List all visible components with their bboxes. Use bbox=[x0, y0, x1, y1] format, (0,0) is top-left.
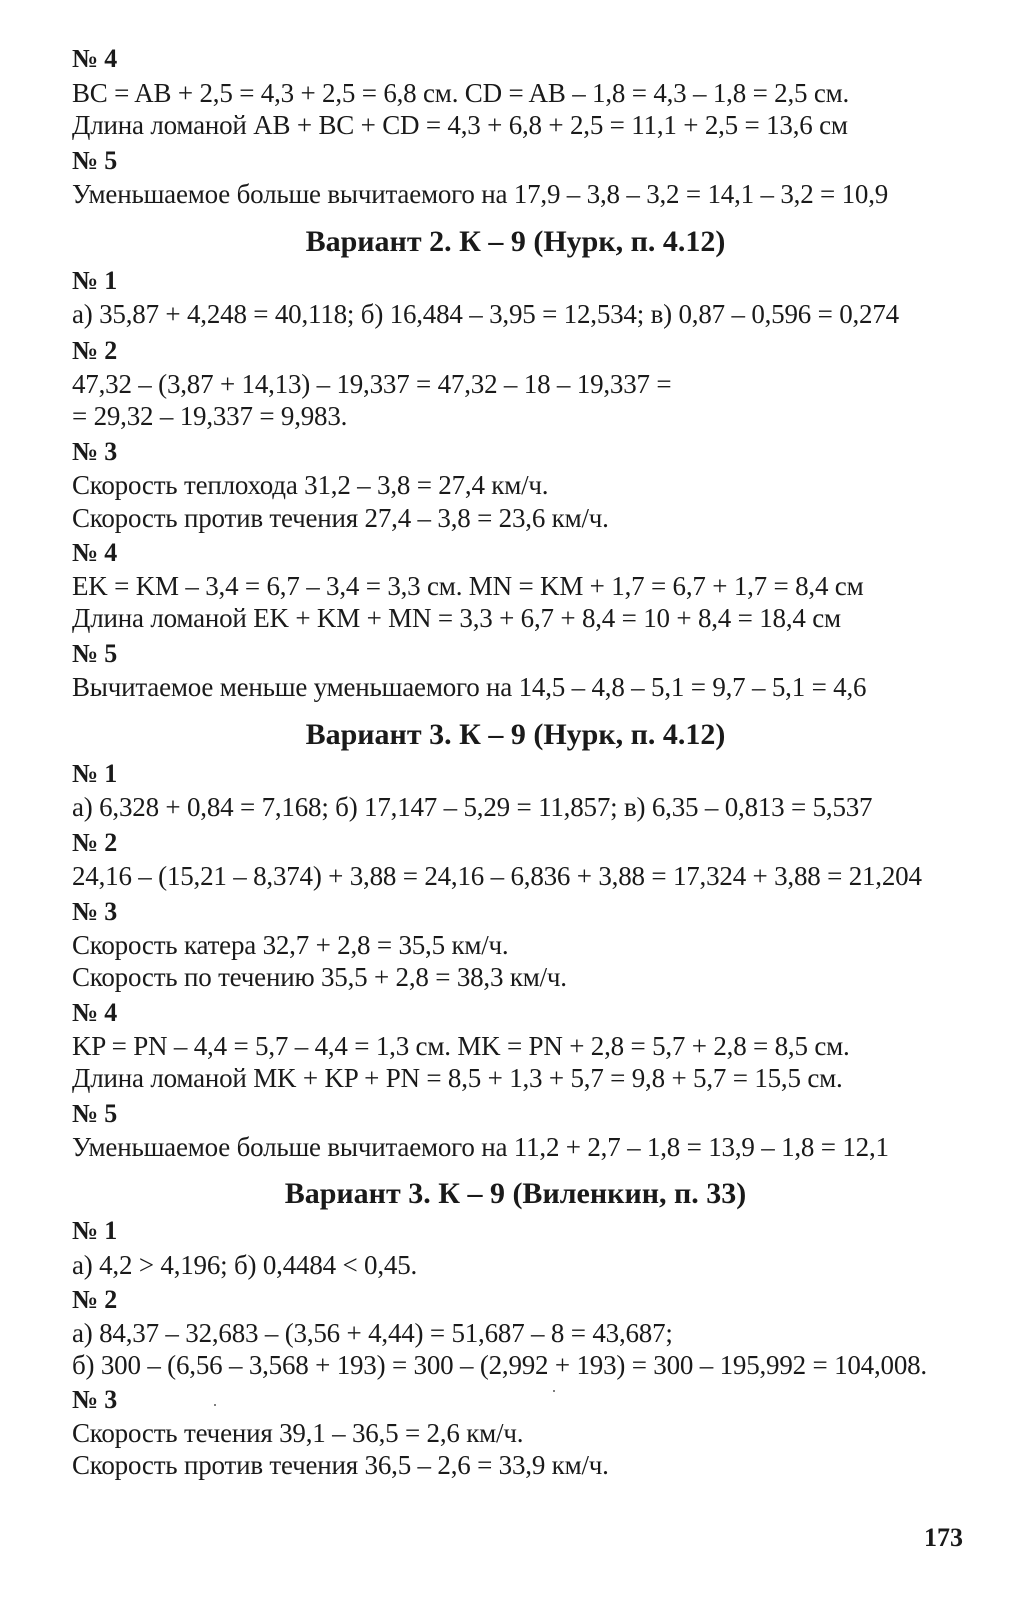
v3n-task-4-line-2: Длина ломаной MK + KP + PN = 8,5 + 1,3 + 5,7 = 9,8 + 5,7 = 15,5 см. bbox=[72, 1063, 843, 1093]
v3n-task-2-line-1: 24,16 – (15,21 – 8,374) + 3,88 = 24,16 – 6,836 + 3,88 = 17,324 + 3,88 = 21,204 bbox=[72, 861, 922, 891]
v3v-task-3-line-1: Скорость течения 39,1 – 36,5 = 2,6 км/ч. bbox=[72, 1418, 524, 1448]
task-number-4: № 4 bbox=[72, 44, 118, 73]
v2-task-2-line-1: 47,32 – (3,87 + 14,13) – 19,337 = 47,32 – 18 – 19,337 = bbox=[72, 369, 672, 399]
v3v-task-2-line-1: а) 84,37 – 32,683 – (3,56 + 4,44) = 51,687 – 8 = 43,687; bbox=[72, 1318, 673, 1348]
variant-3-vilenkin-heading: Вариант 3. К – 9 (Виленкин, п. 33) bbox=[284, 1177, 747, 1210]
v2-task-number-5: № 5 bbox=[72, 639, 118, 668]
v3n-task-1-line-1: а) 6,328 + 0,84 = 7,168; б) 17,147 – 5,29 = 11,857; в) 6,35 – 0,813 = 5,537 bbox=[72, 792, 873, 822]
v2-task-4-line-2: Длина ломаной EK + KM + MN = 3,3 + 6,7 + 8,4 = 10 + 8,4 = 18,4 см bbox=[72, 603, 841, 633]
v2-task-3-line-2: Скорость против течения 27,4 – 3,8 = 23,6 км/ч. bbox=[72, 503, 609, 533]
v2-task-number-1: № 1 bbox=[72, 266, 118, 295]
v3n-task-3-line-2: Скорость по течению 35,5 + 2,8 = 38,3 км/ч. bbox=[72, 962, 567, 992]
variant-2-heading: Вариант 2. К – 9 (Нурк, п. 4.12) bbox=[305, 225, 726, 258]
v3n-task-number-4: № 4 bbox=[72, 998, 118, 1027]
v3v-task-3-line-2: Скорость против течения 36,5 – 2,6 = 33,9 км/ч. bbox=[72, 1450, 609, 1480]
v3v-task-number-2: № 2 bbox=[72, 1285, 118, 1314]
v3n-task-5-line-1: Уменьшаемое больше вычитаемого на 11,2 + 2,7 – 1,8 = 13,9 – 1,8 = 12,1 bbox=[72, 1132, 889, 1162]
v3v-task-1-line-1: а) 4,2 > 4,196; б) 0,4484 < 0,45. bbox=[72, 1250, 418, 1280]
v3n-task-4-line-1: KP = PN – 4,4 = 5,7 – 4,4 = 1,3 см. MK = PN + 2,8 = 5,7 + 2,8 = 8,5 см. bbox=[72, 1031, 850, 1061]
v2-task-5-line-1: Вычитаемое меньше уменьшаемого на 14,5 – 4,8 – 5,1 = 9,7 – 5,1 = 4,6 bbox=[72, 672, 867, 702]
v2-task-number-4: № 4 bbox=[72, 538, 118, 567]
v2-task-2-line-2: = 29,32 – 19,337 = 9,983. bbox=[72, 401, 348, 431]
page-number: 173 bbox=[924, 1523, 963, 1552]
v2-task-1-line-1: а) 35,87 + 4,248 = 40,118; б) 16,484 – 3,95 = 12,534; в) 0,87 – 0,596 = 0,274 bbox=[72, 299, 899, 329]
v3n-task-number-3: № 3 bbox=[72, 897, 118, 926]
scan-speck bbox=[553, 1390, 555, 1392]
v3v-task-2-line-2: б) 300 – (6,56 – 3,568 + 193) = 300 – (2,992 + 193) = 300 – 195,992 = 104,008. bbox=[72, 1350, 927, 1380]
v3v-task-number-3: № 3 bbox=[72, 1385, 118, 1414]
task-number-5: № 5 bbox=[72, 146, 118, 175]
scan-speck bbox=[214, 1404, 216, 1406]
task-4-line-1: BC = AB + 2,5 = 4,3 + 2,5 = 6,8 см. CD = AB – 1,8 = 4,3 – 1,8 = 2,5 см. bbox=[72, 78, 850, 108]
variant-3-nurk-heading: Вариант 3. К – 9 (Нурк, п. 4.12) bbox=[305, 718, 726, 751]
v3n-task-number-1: № 1 bbox=[72, 759, 118, 788]
task-5-line-1: Уменьшаемое больше вычитаемого на 17,9 – 3,8 – 3,2 = 14,1 – 3,2 = 10,9 bbox=[72, 179, 889, 209]
v3v-task-number-1: № 1 bbox=[72, 1216, 118, 1245]
v2-task-number-3: № 3 bbox=[72, 437, 118, 466]
v2-task-4-line-1: EK = KM – 3,4 = 6,7 – 3,4 = 3,3 см. MN = KM + 1,7 = 6,7 + 1,7 = 8,4 см bbox=[72, 571, 864, 601]
v2-task-number-2: № 2 bbox=[72, 336, 118, 365]
v3n-task-3-line-1: Скорость катера 32,7 + 2,8 = 35,5 км/ч. bbox=[72, 930, 509, 960]
v3n-task-number-2: № 2 bbox=[72, 828, 118, 857]
task-4-line-2: Длина ломаной AB + BC + CD = 4,3 + 6,8 + 2,5 = 11,1 + 2,5 = 13,6 см bbox=[72, 110, 848, 140]
v2-task-3-line-1: Скорость теплохода 31,2 – 3,8 = 27,4 км/ч. bbox=[72, 470, 549, 500]
v3n-task-number-5: № 5 bbox=[72, 1099, 118, 1128]
